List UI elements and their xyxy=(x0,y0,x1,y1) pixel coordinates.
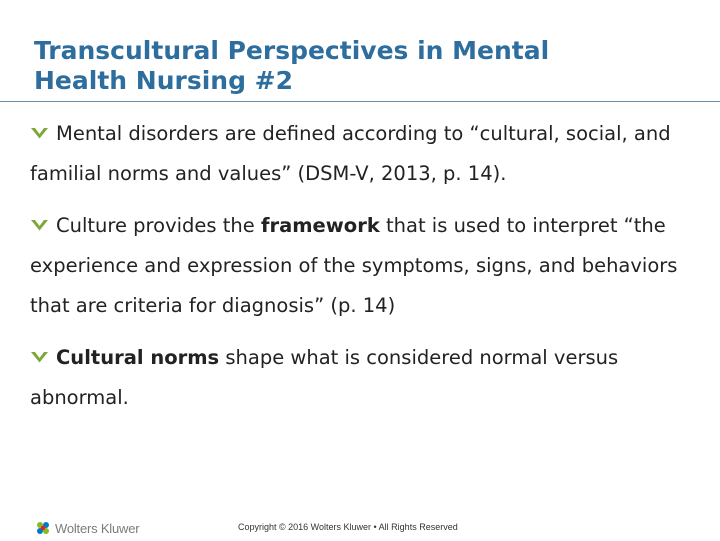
slide-title-line-2: Health Nursing #2 xyxy=(34,66,294,95)
slide-title xyxy=(34,36,694,96)
bullet-list xyxy=(30,114,706,430)
logo-text: Wolters Kluwer xyxy=(55,520,140,536)
bullet-emphasis: framework xyxy=(260,214,380,237)
bullet-item-2 xyxy=(30,206,706,326)
footer-logo xyxy=(34,518,139,538)
bullet-text-tail: that is used to interpret “the experience and expression of the symptoms, signs, and behaviors that are criteria for diagnosis” (p. 14) xyxy=(30,214,678,317)
bullet-text: Mental disorders are defined according to “cultural, social, and familial norms and values” (DSM-V, 2013, p. 14). xyxy=(30,122,671,185)
bullet-text: Culture provides the xyxy=(56,214,261,237)
checkmark-v-icon xyxy=(30,126,49,140)
wolters-kluwer-logo-icon xyxy=(34,519,52,537)
checkmark-v-icon xyxy=(30,218,49,232)
bullet-text-tail: shape what is considered normal versus abnormal. xyxy=(30,346,619,409)
checkmark-v-icon xyxy=(30,350,49,364)
bullet-item-1 xyxy=(30,114,706,194)
title-divider xyxy=(0,101,720,102)
bullet-emphasis: Cultural norms xyxy=(56,346,220,369)
copyright-notice: Copyright © 2016 Wolters Kluwer • All Rights Reserved xyxy=(238,522,458,532)
slide-title-line-1: Transcultural Perspectives in Mental xyxy=(34,36,550,65)
bullet-item-3 xyxy=(30,338,706,418)
